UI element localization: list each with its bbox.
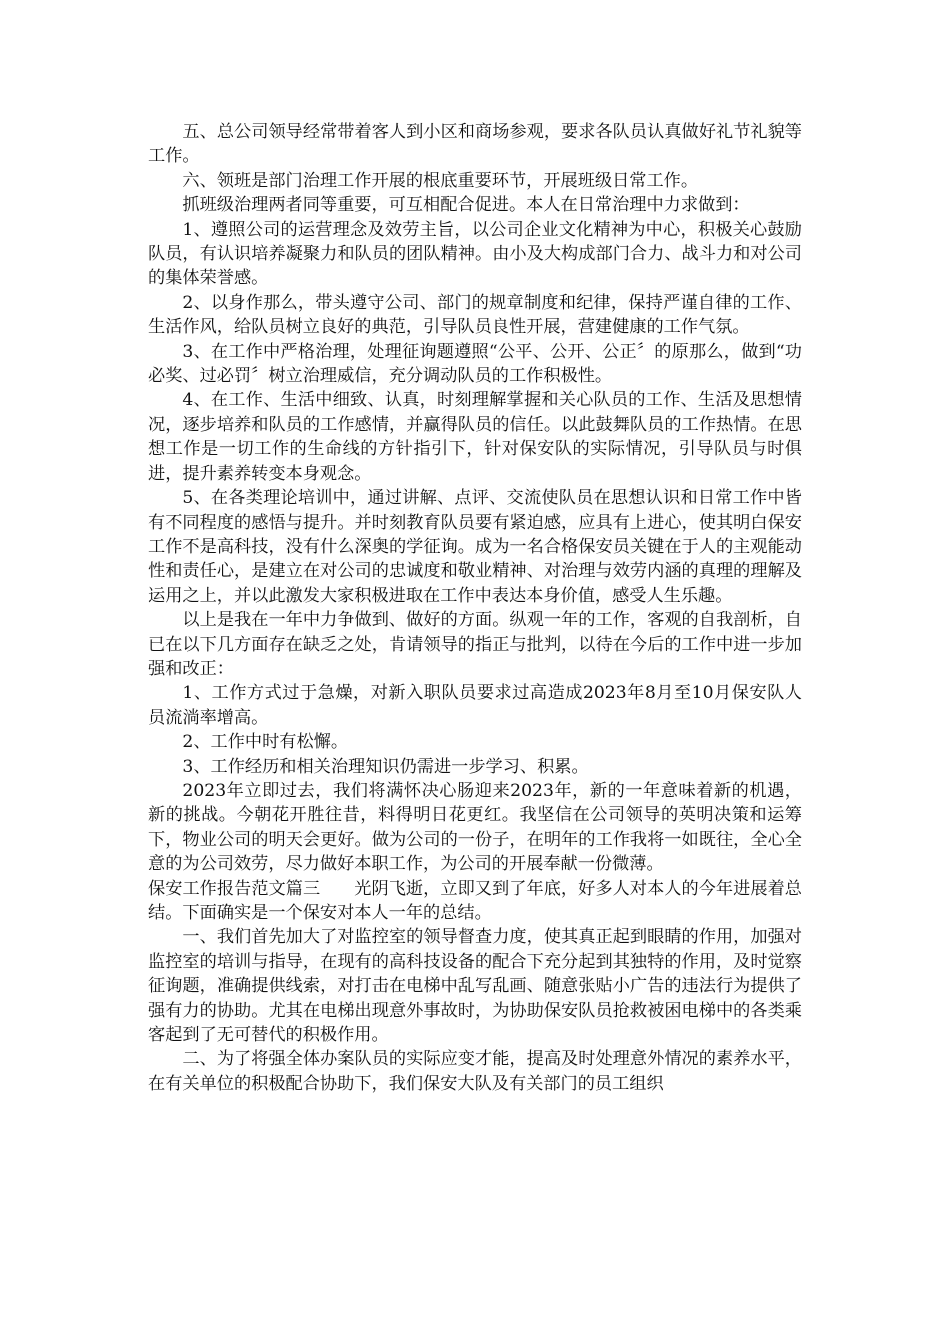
paragraph-shortcoming-1: 1、工作方式过于急燥，对新入职队员要求过高造成2023年8月至10月保安队人员流淌率增高。: [148, 683, 802, 728]
section-heading: 保安工作报告范文篇三: [148, 878, 321, 899]
paragraph-class-management: 抓班级治理两者同等重要，可互相配合促进。本人在日常治理中力求做到：: [182, 195, 750, 216]
paragraph-team-leader: 六、领班是部门治理工作开展的根底重要环节，开展班级日常工作。: [182, 170, 699, 191]
paragraph-etiquette: 五、总公司领导经常带着客人到小区和商场参观，要求各队员认真做好礼节礼貌等工作。: [148, 122, 802, 167]
paragraph-emergency-training: 二、为了将强全体办案队员的实际应变才能，提高及时处理意外情况的素养水平，在有关单位的积极配合协助下，我们保安大队及有关部门的员工组织: [148, 1049, 802, 1094]
paragraph-point-5: 5、在各类理论培训中，通过讲解、点评、交流使队员在思想认识和日常工作中皆有不同程度的感悟与提升。并时刻教育队员要有紧迫感，应具有上进心，使其明白保安工作不是高科技，没有什么深奥的学征询。成为一名合格保安员关键在于人的主观能动性和责任心，是建立在对公司的忠诚度和敬业精神、对治理与效劳内涵的真理的理解及运用之上，并以此激发大家积极进取在工作中表达本身价值，感受人生乐趣。: [148, 488, 802, 606]
paragraph-point-1: 1、遵照公司的运营理念及效劳主旨，以公司企业文化精神为中心，积极关心鼓励队员，有认识培养凝聚力和队员的团队精神。由小及大构成部门合力、战斗力和对公司的集体荣誉感。: [148, 219, 802, 289]
paragraph-point-2: 2、以身作那么，带头遵守公司、部门的规章制度和纪律，保持严谨自律的工作、生活作风，给队员树立良好的典范，引导队员良性开展，营建健康的工作气氛。: [148, 292, 802, 338]
paragraph-shortcoming-2: 2、工作中时有松懈。: [182, 732, 349, 753]
paragraph-point-3: 3、在工作中严格治理，处理征询题遵照“公平、公开、公正〞的原那么，做到“功必奖、过必罚〞树立治理威信，充分调动队员的工作积极性。: [148, 341, 802, 387]
paragraph-shortcoming-3: 3、工作经历和相关治理知识仍需进一步学习、积累。: [182, 756, 589, 777]
document-page: [148, 120, 802, 1096]
section-intro: 光阴飞逝，立即又到了年底，好多人对本人的今年进展着总结。下面确实是一个保安对本人一年的总结。: [148, 878, 802, 923]
paragraph-monitoring-room: 一、我们首先加大了对监控室的领导督查力度，使其真正起到眼睛的作用，加强对监控室的培训与指导，在现有的高科技设备的配合下充分起到其独特的作用，及时觉察征询题，准确提供线索，对打击在电梯中乱写乱画、随意张贴小广告的违法行为提供了强有力的协助。尤其在电梯出现意外事故时，为协助保安队员抢救被困电梯中的各类乘客起到了无可替代的积极作用。: [148, 927, 802, 1046]
paragraph-outlook: 2023年立即过去，我们将满怀决心肠迎来2023年，新的一年意味着新的机遇，新的挑战。今朝花开胜往昔，料得明日花更红。我坚信在公司领导的英明决策和运筹下，物业公司的明天会更好。做为公司的一份子，在明年的工作我将一如既往，全心全意的为公司效劳，尽力做好本职工作，为公司的开展奉献一份微薄。: [148, 780, 802, 875]
section-intro-paragraph: [148, 877, 802, 926]
paragraph-self-review: 以上是我在一年中力争做到、做好的方面。纵观一年的工作，客观的自我剖析，自已在以下几方面存在缺乏之处，肯请领导的指正与批判，以待在今后的工作中进一步加强和改正：: [148, 610, 802, 679]
paragraph-point-4: 4、在工作、生活中细致、认真，时刻理解掌握和关心队员的工作、生活及思想情况，逐步培养和队员的工作感情，并赢得队员的信任。以此鼓舞队员的工作热情。在思想工作是一切工作的生命线的方针指引下，针对保安队的实际情况，引导队员与时俱进，提升素养转变本身观念。: [148, 390, 802, 484]
